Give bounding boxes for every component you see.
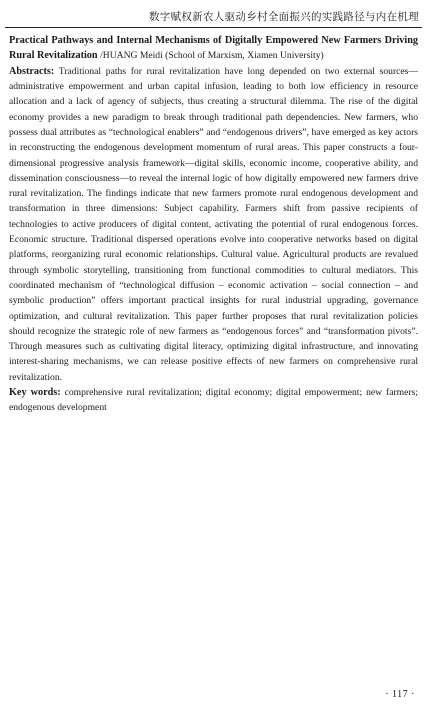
keywords-label: Key words: bbox=[9, 387, 61, 399]
paper-abstract-block bbox=[9, 33, 418, 416]
keywords-text: comprehensive rural revitalization; digital economy; digital empowerment; new farmers; endogenous development bbox=[9, 387, 418, 414]
keywords-paragraph bbox=[9, 385, 418, 416]
page-number: · 117 · bbox=[385, 689, 415, 700]
abstract-text: Traditional paths for rural revitalization have long depended on two external sources—administrative empowerment and urban capital infusion, leading to both low efficiency in resource allocation and a lack of agency of subjects, thus creating a structural dilemma. The rise of the digital economy provides a new paradigm to break through traditional path dependencies. New farmers, who possess dual attributes as “technological enablers” and “endogenous drivers”, have emerged as key actors in reconstructing the endogenous development momentum of rural areas. This paper constructs a four-dimensional progressive analysis framework—digital skills, economic income, cooperative ability, and dissemination consciousness—to reveal the internal logic of how digitally empowered new farmers drive rural revitalization. The findings indicate that new farmers promote rural endogenous development and transformation in three dimensions: Subject capability. Farmers shift from passive recipients of technologies to active producers of digital content, activating the potential of rural endogenous forces. Economic structure. Traditional dispersed operations evolve into cooperative networks based on digital platforms, reorganizing rural economic relationships. Cultural value. Agricultural products are revalued through symbolic storytelling, transitioning from functional commodities to cultural mediators. This coordinated mechanism of “technological diffusion – economic activation – social connection – and symbolic production” offers important practical insights for rural industrial upgrading, governance optimization, and cultural revitalization. This paper further proposes that rural revitalization policies should recognize the strategic role of new farmers as “endogenous forces” and “transformation pivots”. Through measures such as cultivating digital literacy, optimizing digital infrastructure, and innovating interest-sharing mechanisms, we can release positive effects of new farmers on comprehensive rural revitalization. bbox=[9, 65, 418, 383]
paper-title: Practical Pathways and Internal Mechanisms of Digitally Empowered New Farmers Driving Rural Revitalization bbox=[9, 35, 418, 62]
header-rule bbox=[5, 27, 422, 28]
abstract-label: Abstracts: bbox=[9, 65, 55, 77]
running-header: 数字赋权新农人驱动乡村全面振兴的实践路径与内在机理 bbox=[149, 11, 419, 23]
author-affiliation: /HUANG Meidi (School of Marxism, Xiamen University) bbox=[100, 50, 324, 62]
paper-title-line bbox=[9, 33, 418, 64]
abstract-paragraph bbox=[9, 64, 418, 385]
